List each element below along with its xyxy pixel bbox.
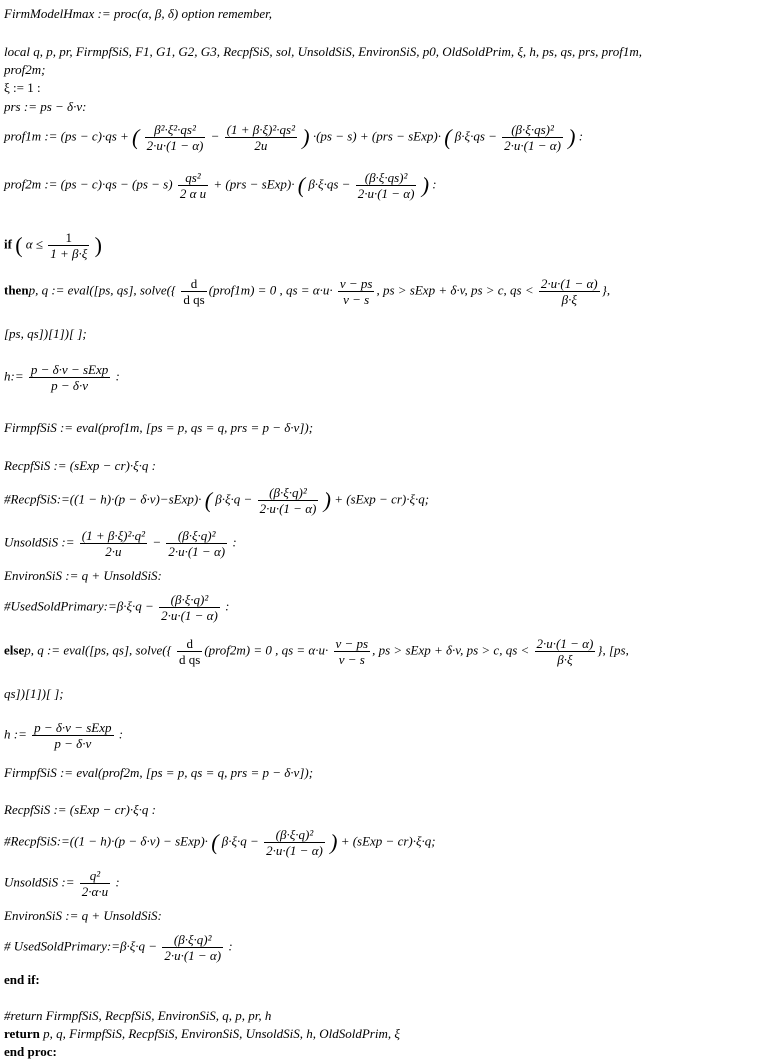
else-cont xyxy=(4,686,64,702)
paren-open: ( xyxy=(132,124,140,150)
prof1m-term: β·ξ·qs − xyxy=(454,128,497,144)
end-if-text: end if: xyxy=(4,972,40,987)
recpf-comment-2 xyxy=(4,827,436,858)
numerator: d xyxy=(177,636,202,652)
fraction xyxy=(32,720,113,751)
then-cont xyxy=(4,326,87,342)
fraction xyxy=(535,636,596,667)
numerator: 2·u·(1 − α) xyxy=(536,636,594,651)
else-close: }, [ps, xyxy=(597,642,629,658)
prof2m-lhs: prof2m := (ps − c)·qs − (ps − s) xyxy=(4,176,173,192)
return-values: p, q, FirmpfSiS, RecpfSiS, EnvironSiS, UnsoldSiS, h, OldSoldPrim, ξ xyxy=(43,1026,400,1041)
fraction xyxy=(48,230,89,261)
recpf-1-text: RecpfSiS := (sExp − cr)·ξ·q : xyxy=(4,458,156,473)
paren-open: ( xyxy=(211,829,219,855)
xi-assign-text: ξ := 1 : xyxy=(4,80,41,95)
recpf-comment-tail: + (sExp − cr)·ξ·q; xyxy=(340,833,436,849)
numerator: (β·ξ·q)² xyxy=(264,827,325,843)
unsold-1: UnsoldSiS := $\frac{\text{(1 + β·ξ)²·q²}}{2\cdot u}$ − $\frac{\text{(β·ξ·q)²}}{2\cdot u\cdot(1 - \alpha)}$ : xyxy=(4,528,237,559)
else-eq: (prof2m) = 0 , qs = α·u· xyxy=(204,642,329,658)
denominator: 2·u·(1 − α) xyxy=(164,948,222,963)
recpf-1 xyxy=(4,458,156,474)
paren-close: ) xyxy=(568,124,576,150)
paren-close: ) xyxy=(94,232,102,258)
denominator: d qs xyxy=(183,292,205,307)
end-proc-text: end proc: xyxy=(4,1044,57,1059)
denominator: p − δ·v xyxy=(51,378,88,393)
fraction xyxy=(159,592,220,623)
denominator: v − s xyxy=(343,292,370,307)
return-line xyxy=(4,1026,400,1042)
derivative xyxy=(181,276,206,307)
else-eval: p, q := eval([ps, qs], solve({ xyxy=(24,642,172,658)
fraction xyxy=(145,122,206,153)
fraction xyxy=(162,932,223,963)
denominator: 2·u·(1 − α) xyxy=(161,608,218,623)
numerator: (β·ξ·q)² xyxy=(258,485,319,501)
fraction xyxy=(539,276,600,307)
denominator: β·ξ xyxy=(557,652,573,667)
then-line xyxy=(4,276,610,307)
fraction xyxy=(29,362,110,393)
usedsold-2: # UsedSoldPrimary:=β·ξ·q − $\frac{\text{(β·ξ·q)²}}{2\cdot u\cdot(1 - \alpha)}$ : xyxy=(4,932,233,963)
prof1m-line: prof1m := (ps − c)·qs + ( $\frac{\text{β²·ξ²·qs²}}{2\cdot u\cdot(1 - \alpha)}$ − $\frac{\text{(1 + β·ξ)²·qs²}}{2u}$ ) ·(ps − s) + (prs − sExp)· ( β·ξ·qs − $\frac{\text{(β·ξ·qs)²}}{2\cdot u\cdot(1 - \alpha)}$ ) : xyxy=(4,122,584,153)
recpf-2 xyxy=(4,802,156,818)
local-decl xyxy=(4,44,642,60)
numerator: 2·u·(1 − α) xyxy=(540,276,598,291)
if-keyword: if xyxy=(4,236,12,252)
derivative xyxy=(177,636,202,667)
xi-assign xyxy=(4,80,41,96)
numerator: p − δ·v − sExp xyxy=(30,362,109,377)
paren-open: ( xyxy=(15,232,23,258)
denominator: 2·u·(1 − α) xyxy=(504,138,561,153)
return-comment-text: #return FirmpfSiS, RecpfSiS, EnvironSiS, q, p, pr, h xyxy=(4,1008,272,1023)
paren-close: ) xyxy=(330,829,338,855)
fraction xyxy=(264,827,325,858)
denominator: 2·u·(1 − α) xyxy=(266,843,323,858)
denominator: 1 + β·ξ xyxy=(50,246,88,261)
fraction xyxy=(356,170,417,201)
denominator: 2·u·(1 − α) xyxy=(146,138,204,153)
paren-close: ) xyxy=(421,172,430,198)
local-decl-text: local q, p, pr, FirmpfSiS, F1, G1, G2, G3, RecpfSiS, sol, UnsoldSiS, EnvironSiS, p0, OldSoldPrim, ξ, h, ps, qs, prs, prof1m, xyxy=(4,44,642,59)
if-line xyxy=(4,230,102,261)
recpf-comment-lhs: #RecpfSiS:=((1 − h)·(p − δ·v)−sExp)· xyxy=(4,491,202,507)
numerator: p − δ·v − sExp xyxy=(34,720,112,735)
h-line-2: h := $\frac{\text{p − δ·v − sExp}}{p - \delta\cdot v}$ : xyxy=(4,720,124,751)
fraction xyxy=(225,122,297,153)
numerator: (β·ξ·qs)² xyxy=(356,170,417,186)
then-keyword: then xyxy=(4,282,29,298)
then-cont-text: [ps, qs])[1])[ ]; xyxy=(4,326,87,341)
paren-close: ) xyxy=(323,487,331,513)
local-decl-cont xyxy=(4,62,45,78)
proc-header-text: FirmModelHmax := proc(α, β, δ) option remember, xyxy=(4,6,272,21)
recpf-comment-tail: + (sExp − cr)·ξ·q; xyxy=(334,491,430,507)
paren-open: ( xyxy=(204,487,213,513)
then-eq: (prof1m) = 0 , qs = α·u· xyxy=(208,282,333,298)
environ-1-text: EnvironSiS := q + UnsoldSiS: xyxy=(4,568,162,583)
numerator: q² xyxy=(80,868,110,884)
denominator: 2·u·(1 − α) xyxy=(357,186,415,201)
firmpf-1 xyxy=(4,420,313,436)
denominator: 2·u·(1 − α) xyxy=(259,501,317,516)
numerator: (β·ξ·q)² xyxy=(166,528,227,544)
numerator: d xyxy=(181,276,206,292)
numerator: (1 + β·ξ)²·q² xyxy=(81,528,146,543)
denominator: β·ξ xyxy=(561,292,577,307)
fraction xyxy=(166,528,227,559)
environ-1 xyxy=(4,568,162,584)
prof2m-mid: + (prs − sExp)· xyxy=(213,176,295,192)
unsold-lhs: UnsoldSiS := xyxy=(4,874,75,890)
fraction xyxy=(80,528,147,559)
fraction xyxy=(502,122,563,153)
environ-2 xyxy=(4,908,162,924)
firmpf-2-text: FirmpfSiS := eval(prof2m, [ps = p, qs = q, prs = p − δ·v]); xyxy=(4,765,314,780)
recpf-2-text: RecpfSiS := (sExp − cr)·ξ·q : xyxy=(4,802,156,817)
if-cond: α ≤ xyxy=(25,236,43,252)
else-constraints: , ps > sExp + δ·v, ps > c, qs < xyxy=(372,642,530,658)
numerator: v − ps xyxy=(339,276,373,291)
numerator: (β·ξ·qs)² xyxy=(502,122,563,138)
denominator: 2·α·u xyxy=(81,884,109,899)
else-keyword: else xyxy=(4,642,25,658)
paren-close: ) xyxy=(302,124,310,150)
denominator: p − δ·v xyxy=(54,736,92,751)
usedsold-1: #UsedSoldPrimary:=β·ξ·q − $\frac{\text{(β·ξ·q)²}}{2\cdot u\cdot(1 - \alpha)}$ : xyxy=(4,592,230,623)
numerator: v − ps xyxy=(335,636,369,651)
environ-2-text: EnvironSiS := q + UnsoldSiS: xyxy=(4,908,162,923)
denominator: 2u xyxy=(254,138,268,153)
proc-header xyxy=(4,6,272,22)
h-lhs: h:= xyxy=(4,368,24,384)
else-cont-text: qs])[1])[ ]; xyxy=(4,686,64,701)
prof1m-lhs: prof1m := (ps − c)·qs + xyxy=(4,128,129,144)
paren-open: ( xyxy=(444,124,452,150)
then-eval: p, q := eval([ps, qs], solve({ xyxy=(28,282,177,298)
usedsold-lhs: #UsedSoldPrimary:=β·ξ·q − xyxy=(4,598,154,614)
prof2m-line: prof2m := (ps − c)·qs − (ps − s) $\frac{\text{qs²}}{\text{2 α u}}$ + (prs − sExp)· ( β·ξ·qs − $\frac{\text{(β·ξ·qs)²}}{2\cdot u\cdot(1 - \alpha)}$ ) : xyxy=(4,170,437,201)
usedsold-lhs: # UsedSoldPrimary:=β·ξ·q − xyxy=(4,938,158,954)
fraction xyxy=(334,636,371,667)
prof2m-term: β·ξ·qs − xyxy=(308,176,351,192)
fraction xyxy=(338,276,375,307)
recpf-comment-1 xyxy=(4,485,429,516)
denominator: v − s xyxy=(338,652,365,667)
recpf-comment-term: β·ξ·q − xyxy=(215,491,253,507)
end-proc xyxy=(4,1044,57,1060)
fraction xyxy=(178,170,208,201)
numerator: 1 xyxy=(48,230,89,246)
firmpf-1-text: FirmpfSiS := eval(prof1m, [ps = p, qs = q, prs = p − δ·v]); xyxy=(4,420,314,435)
denominator: 2·u·(1 − α) xyxy=(168,544,226,559)
numerator: qs² xyxy=(178,170,208,186)
end-if xyxy=(4,972,40,988)
denominator: d qs xyxy=(179,652,201,667)
prs-assign xyxy=(4,99,86,115)
fraction xyxy=(80,868,110,899)
numerator: β²·ξ²·qs² xyxy=(145,122,206,138)
prs-assign-text: prs := ps − δ·v: xyxy=(4,99,87,114)
recpf-comment-term: β·ξ·q − xyxy=(221,833,259,849)
local-decl-cont-text: prof2m; xyxy=(4,62,46,77)
prof1m-mid: ·(ps − s) + (prs − sExp)· xyxy=(312,128,441,144)
then-constraints: , ps > sExp + δ·v, ps > c, qs < xyxy=(376,282,534,298)
denominator: 2 α u xyxy=(179,186,207,201)
numerator: (1 + β·ξ)²·qs² xyxy=(226,122,295,137)
return-comment xyxy=(4,1008,271,1024)
else-line xyxy=(4,636,629,667)
unsold-lhs: UnsoldSiS := xyxy=(4,534,75,550)
denominator: 2·u xyxy=(105,544,122,559)
unsold-2: UnsoldSiS := $\frac{\text{q²}}{2\cdot\alpha\cdot u}$ : xyxy=(4,868,120,899)
h-lhs: h := xyxy=(4,726,27,742)
numerator: (β·ξ·q)² xyxy=(162,932,223,948)
numerator: (β·ξ·q)² xyxy=(159,592,220,608)
h-line-1: h:= $\frac{\text{p − δ·v − sExp}}{p - \delta\cdot v}$ : xyxy=(4,362,120,393)
return-keyword: return xyxy=(4,1026,40,1041)
fraction xyxy=(258,485,319,516)
firmpf-2 xyxy=(4,765,313,781)
paren-open: ( xyxy=(297,172,306,198)
recpf-comment-lhs: #RecpfSiS:=((1 − h)·(p − δ·v) − sExp)· xyxy=(4,833,208,849)
then-close: }, xyxy=(601,282,611,298)
